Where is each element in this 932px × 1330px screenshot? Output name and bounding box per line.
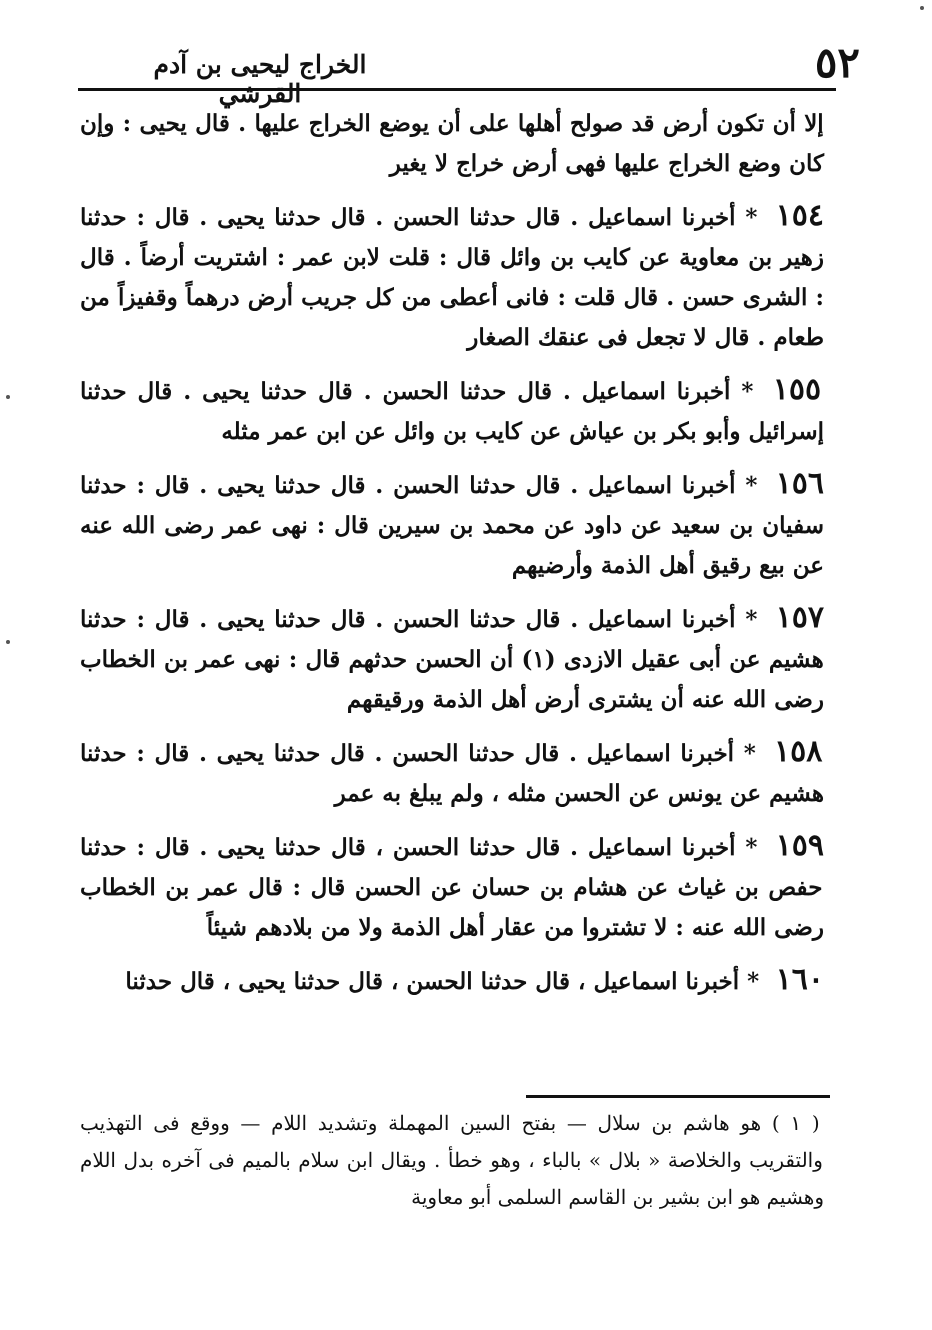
header-rule [78, 88, 836, 91]
paragraph-154 [80, 196, 824, 358]
hadith-number: ١٥٨ [761, 734, 823, 769]
paragraph-160 [80, 960, 824, 1002]
paragraph-line: هشيم عن يونس عن الحسن مثله ، ولم يبلغ به عمر [334, 780, 824, 807]
hadith-number: ١٦٠ [765, 962, 824, 997]
paragraph-line: * أخبرنا اسماعيل . قال حدثنا الحسن . قال حدثنا يحيى . قال حدثنا [80, 378, 754, 405]
running-head: الخراج ليحيى بن آدم القرشي [153, 50, 367, 108]
page-header [80, 38, 860, 108]
paragraph-line: بيع رقيق أهل الذمة وأرضيهم [511, 552, 785, 579]
scan-speck [920, 6, 924, 10]
hadith-number: ١٥٤ [763, 198, 825, 233]
paragraph-line: إسرائيل وأبو بكر بن عياش عن كايب بن وائل عن ابن عمر مثله [221, 418, 824, 445]
footnote-line: ( ١ ) هو هاشم بن سلال — بفتح السين المهملة وتشديد اللام — ووقع فى التهذيب [80, 1111, 820, 1135]
paragraph-line: من طعام . قال لا تجعل فى عنقك الصغار [80, 284, 824, 351]
hadith-number: ١٥٦ [763, 466, 825, 501]
paragraph-155 [80, 370, 824, 452]
footnote [80, 1105, 824, 1216]
paragraph-line: كان وضع الخراج عليها فهى أرض خراج لا يغير [389, 150, 824, 177]
paragraph-line: حدثنا سفيان بن سعيد عن داود عن محمد بن سيرين قال : نهى عمر رضى الله عنه عن [80, 472, 824, 579]
paragraph-line: حدثنا زهير بن معاوية عن كايب بن وائل قال : قلت لابن عمر : اشتريت أرضاً . [80, 204, 824, 271]
scan-speck [6, 395, 10, 399]
paragraph-line: * أخبرنا اسماعيل . قال حدثنا الحسن ، قال حدثنا يحيى . قال : [126, 834, 758, 861]
paragraph-line: * أخبرنا اسماعيل . قال حدثنا الحسن . قال حدثنا يحيى . قال : [126, 472, 758, 499]
footnote-rule [526, 1095, 830, 1098]
hadith-number: ١٥٩ [763, 828, 824, 863]
paragraph-156 [80, 464, 824, 586]
paragraph-line: * أخبرنا اسماعيل ، قال حدثنا الحسن ، قال حدثنا يحيى ، قال حدثنا [125, 968, 760, 995]
footnote-line: وهشيم هو ابن بشير بن القاسم السلمى أبو معاوية [411, 1185, 824, 1209]
page-body [80, 104, 824, 1014]
paragraph-line: * أخبرنا اسماعيل . قال حدثنا الحسن . قال حدثنا يحيى . قال : [126, 204, 758, 231]
paragraph-line: إلا أن تكون أرض قد صولح أهلها على أن يوضع الخراج عليها . قال يحيى : وإن [80, 110, 824, 137]
paragraph-158 [80, 732, 824, 814]
paragraph-line: * أخبرنا اسماعيل . قال حدثنا الحسن . قال حدثنا يحيى . قال : [126, 606, 758, 633]
paragraph-line: حدثنا حفص بن غياث عن هشام بن حسان عن الحسن قال : قال عمر بن الخطاب [80, 834, 823, 901]
paragraph-line: * أخبرنا اسماعيل . قال حدثنا الحسن . قال حدثنا يحيى . قال : حدثنا [80, 740, 756, 767]
footnote-line: والتقريب والخلاصة « بلال » بالباء ، وهو خطأ . ويقال ابن سلام بالميم فى آخره بدل اللام [80, 1148, 823, 1172]
paragraph-line: رضى الله عنه : لا تشتروا من عقار أهل الذمة ولا من بلادهم شيئاً [206, 914, 824, 941]
scan-speck [6, 640, 10, 644]
paragraph-159 [80, 826, 824, 948]
paragraph-line: رضى الله عنه أن يشترى أرض أهل الذمة ورقيقهم [346, 686, 824, 713]
paragraph-intro [80, 104, 824, 184]
page-number: ٥٢ [814, 38, 860, 87]
hadith-number: ١٥٥ [759, 372, 822, 407]
hadith-number: ١٥٧ [763, 600, 825, 635]
paragraph-line: حدثنا هشيم عن أبى عقيل الازدى (١) أن الحسن حدثهم قال : نهى عمر بن الخطاب [80, 606, 824, 673]
paragraph-line: قال : الشرى حسن . قال قلت : فانى أعطى من كل جريب أرض درهماً وقفيزاً [80, 244, 824, 311]
paragraph-157 [80, 598, 824, 720]
